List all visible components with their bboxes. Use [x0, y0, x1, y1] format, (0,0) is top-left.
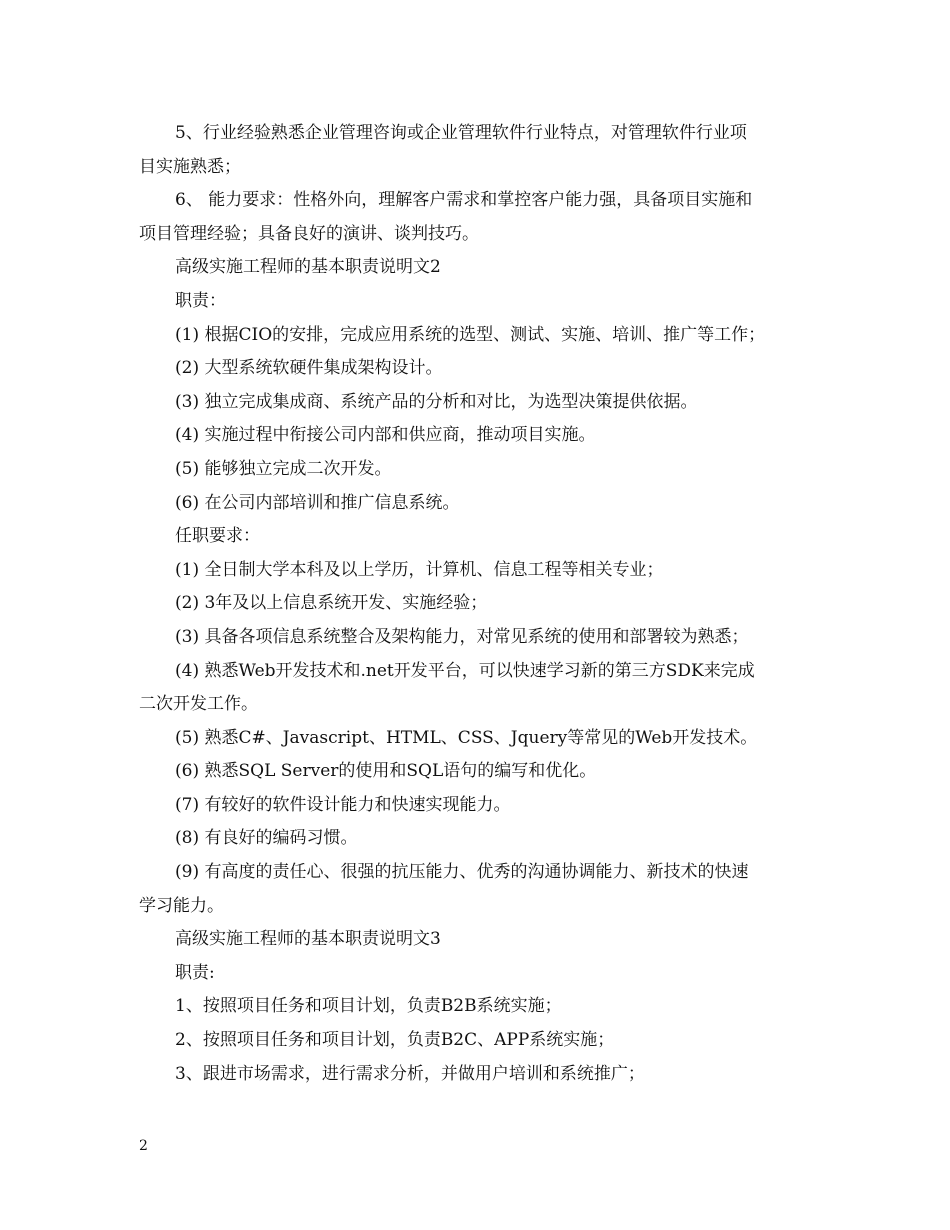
subheading: 职责： [175, 290, 226, 311]
list-item: (5) 能够独立完成二次开发。 [175, 458, 392, 479]
list-item: (3) 独立完成集成商、系统产品的分析和对比，为选型决策提供依据。 [175, 391, 698, 412]
paragraph-line: 5、行业经验熟悉企业管理咨询或企业管理软件行业特点，对管理软件行业项 [175, 123, 747, 143]
document-body [139, 117, 819, 1091]
list-item: (1) 全日制大学本科及以上学历，计算机、信息工程等相关专业； [175, 559, 664, 580]
list-item: 3、跟进市场需求，进行需求分析，并做用户培训和系统推广； [175, 1063, 645, 1084]
list-item-continuation: 二次开发工作。 [139, 694, 258, 715]
list-item: (9) 有高度的责任心、很强的抗压能力、优秀的沟通协调能力、新技术的快速 [175, 862, 749, 883]
subheading: 任职要求： [175, 526, 260, 547]
list-item: (8) 有良好的编码习惯。 [175, 828, 358, 849]
page-number: 2 [139, 1138, 148, 1154]
list-item: (2) 3年及以上信息系统开发、实施经验； [175, 593, 488, 614]
list-item: (4) 熟悉Web开发技术和.net开发平台，可以快速学习新的第三方SDK来完成 [175, 660, 755, 681]
list-item: 2、按照项目任务和项目计划，负责B2C、APP系统实施； [175, 1030, 615, 1051]
section-heading: 高级实施工程师的基本职责说明文2 [175, 257, 441, 278]
section-heading: 高级实施工程师的基本职责说明文3 [175, 929, 441, 950]
list-item: 1、按照项目任务和项目计划，负责B2B系统实施； [175, 996, 562, 1017]
list-item: (4) 实施过程中衔接公司内部和供应商，推动项目实施。 [175, 425, 596, 446]
subheading: 职责: [175, 962, 215, 983]
list-item: (6) 熟悉SQL Server的使用和SQL语句的编写和优化。 [175, 761, 597, 782]
list-item: (5) 熟悉C#、Javascript、HTML、CSS、Jquery等常见的Web开发技术。 [175, 727, 758, 748]
list-item: (1) 根据CIO的安排，完成应用系统的选型、测试、实施、培训、推广等工作； [175, 324, 766, 345]
list-item: (7) 有较好的软件设计能力和快速实现能力。 [175, 794, 511, 815]
paragraph-line: 目实施熟悉； [139, 156, 241, 177]
list-item: (2) 大型系统软硬件集成架构设计。 [175, 358, 443, 379]
paragraph-line: 项目管理经验；具备良好的演讲、谈判技巧。 [139, 223, 479, 244]
list-item: (3) 具备各项信息系统整合及架构能力，对常见系统的使用和部署较为熟悉； [175, 626, 749, 647]
list-item: (6) 在公司内部培训和推广信息系统。 [175, 492, 460, 513]
paragraph-line: 6、 能力要求：性格外向，理解客户需求和掌控客户能力强，具备项目实施和 [175, 190, 753, 211]
list-item-continuation: 学习能力。 [139, 895, 224, 916]
